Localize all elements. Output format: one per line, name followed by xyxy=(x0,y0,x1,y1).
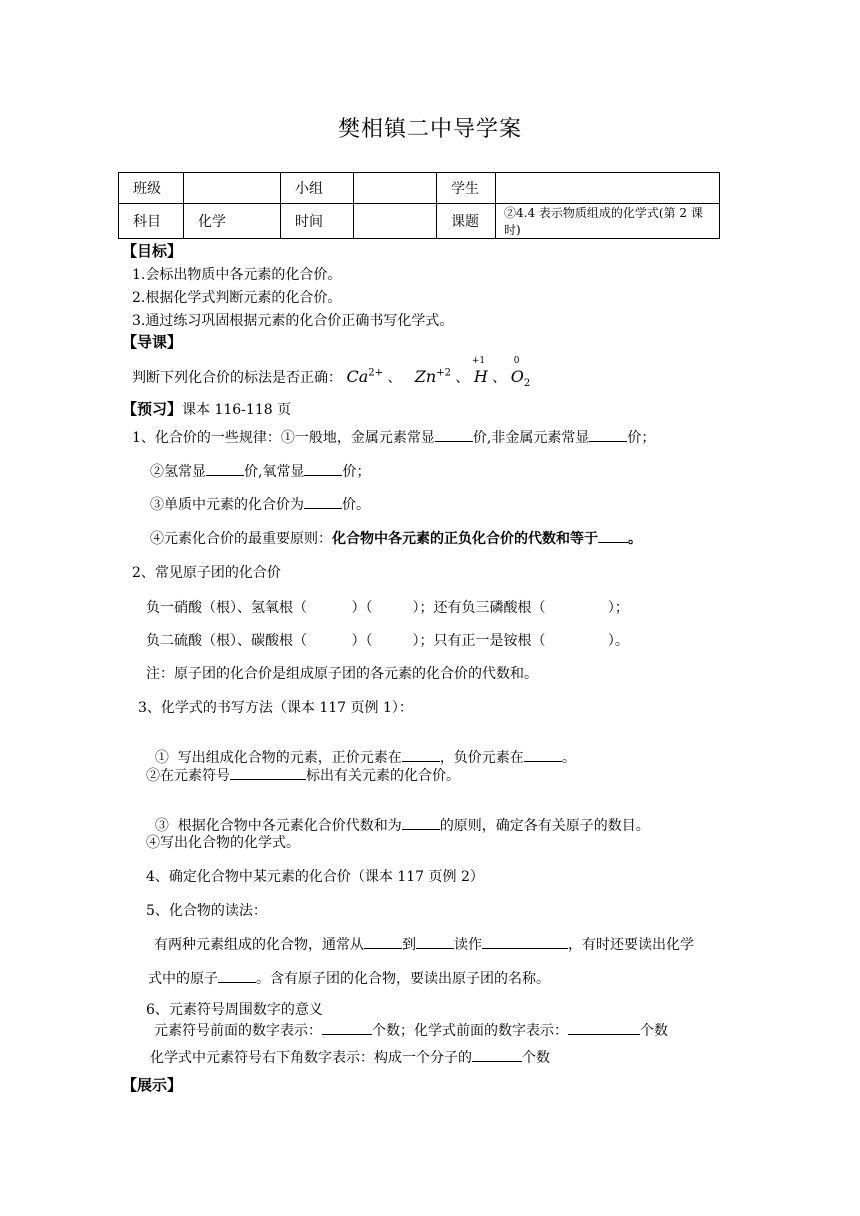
goal-item: 2.根据化学式判断元素的化合价。 xyxy=(132,290,342,306)
q3-step-3: ③ 根据化合物中各元素化合价代数和为 的原则，确定各有关原子的数目。 xyxy=(146,799,650,835)
label-subject: 科目 xyxy=(119,204,184,239)
blank[interactable] xyxy=(416,934,454,949)
blank[interactable] xyxy=(568,1020,640,1035)
q6-line-1: 元素符号前面的数字表示： 个数；化学式前面的数字表示： 个数 xyxy=(154,1020,668,1040)
q6-title: 6、元素符号周围数字的意义 xyxy=(146,1002,323,1018)
formula-ca: $Ca^{2+}$ xyxy=(346,367,383,386)
q6-line-2: 化学式中元素符号右下角数字表示：构成一个分子的 个数 xyxy=(150,1047,550,1067)
intro-heading: 【导课】 xyxy=(122,333,183,351)
blank[interactable] xyxy=(364,934,402,949)
q5-title: 5、化合物的读法： xyxy=(146,903,267,919)
label-topic: 课题 xyxy=(437,204,496,239)
show-heading: 【展示】 xyxy=(122,1076,183,1094)
label-class: 班级 xyxy=(119,173,184,204)
blank[interactable] xyxy=(230,765,306,780)
q1-line-4: ④元素化合价的最重要原则：化合物中各元素的正负化合价的代数和等于 。 xyxy=(150,528,642,548)
separator: 、 xyxy=(387,370,402,386)
separator: 、 xyxy=(492,370,507,386)
preview-ref: 课本 116-118 页 xyxy=(182,402,292,418)
value-subject: 化学 xyxy=(184,204,281,239)
formula-h: +1 H xyxy=(471,356,488,386)
q2-line-1: 负一硝酸（根）、氢氧根（ ）（ ）；还有负三磷酸根（ ）； xyxy=(146,600,629,616)
q5-line-1: 有两种元素组成的化合物，通常从 到 读作 ，有时还要读出化学 xyxy=(154,934,694,954)
q4-title: 4、确定化合物中某元素的化合价（课本 117 页例 2） xyxy=(146,869,484,885)
blank[interactable] xyxy=(304,461,342,476)
value-class xyxy=(184,173,281,204)
q3-step-4: ④写出化合物的化学式。 xyxy=(146,835,300,851)
q2-line-2: 负二硫酸（根）、碳酸根（ ）（ ）；只有正一是铵根（ ）。 xyxy=(146,633,629,649)
preview-heading-line xyxy=(122,398,291,419)
label-student: 学生 xyxy=(437,173,496,204)
info-table xyxy=(118,172,720,239)
formula-o: 0 $O_2$ xyxy=(510,356,531,390)
blank[interactable] xyxy=(206,461,244,476)
q1-line-2: ②氢常显 价,氧常显 价； xyxy=(150,461,370,481)
blank[interactable] xyxy=(218,968,256,983)
blank[interactable] xyxy=(322,1020,372,1035)
blank[interactable] xyxy=(435,427,473,442)
value-student xyxy=(496,173,720,204)
label-group: 小组 xyxy=(281,173,354,204)
goals-heading: 【目标】 xyxy=(122,242,183,260)
preview-heading: 【预习】 xyxy=(122,400,183,418)
label-time: 时间 xyxy=(281,204,354,239)
intro-question-text: 判断下列化合价的标法是否正确： xyxy=(132,370,342,386)
blank[interactable] xyxy=(402,815,440,830)
table-row xyxy=(119,173,720,204)
blank[interactable] xyxy=(482,934,568,949)
intro-question xyxy=(132,356,531,390)
blank[interactable] xyxy=(524,747,562,762)
value-topic: ②4.4 表示物质组成的化学式(第 2 课时) xyxy=(496,204,720,239)
q1-line-1: 1、化合价的一些规律：①一般地，金属元素常显 价,非金属元素常显 价； xyxy=(132,427,655,447)
separator: 、 xyxy=(455,370,470,386)
q2-title: 2、常见原子团的化合价 xyxy=(132,565,281,581)
q1-line-3: ③单质中元素的化合价为 价。 xyxy=(150,494,370,514)
blank[interactable] xyxy=(304,494,342,509)
formula-zn: $Zn^{+2}$ xyxy=(414,367,451,386)
q3-title: 3、化学式的书写方法（课本 117 页例 1）： xyxy=(138,700,413,716)
blank[interactable] xyxy=(589,427,627,442)
q5-line-2: 式中的原子 。含有原子团的化合物，要读出原子团的名称。 xyxy=(148,968,550,988)
blank[interactable] xyxy=(472,1047,522,1062)
q3-step-1: ① 写出组成化合物的元素，正价元素在 ，负价元素在 。 xyxy=(146,731,576,767)
q2-note: 注：原子团的化合价是组成原子团的各元素的化合价的代数和。 xyxy=(146,666,538,682)
goal-item: 1.会标出物质中各元素的化合价。 xyxy=(132,267,342,283)
q3-step-2: ②在元素符号 标出有关元素的化合价。 xyxy=(146,765,460,785)
value-group xyxy=(354,173,437,204)
page-title: 樊相镇二中导学案 xyxy=(337,117,522,142)
blank[interactable] xyxy=(598,528,628,543)
blank[interactable] xyxy=(402,747,440,762)
value-time xyxy=(354,204,437,239)
table-row xyxy=(119,204,720,239)
goal-item: 3.通过练习巩固根据元素的化合价正确书写化学式。 xyxy=(132,313,454,329)
